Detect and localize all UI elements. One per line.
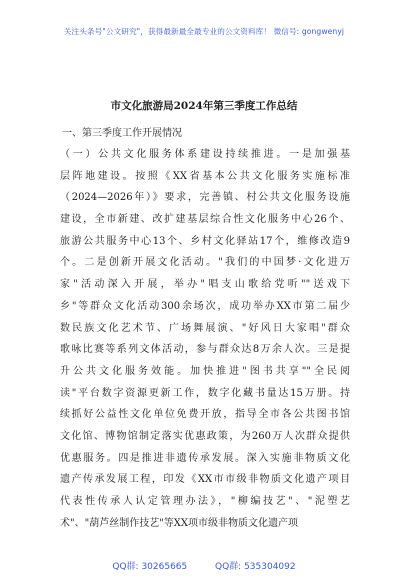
paragraph-line: 遗产传承发展工程，印发《XX市市级非物质文化遗产项目 xyxy=(60,474,350,486)
qq-group-label: QQ群: xyxy=(215,562,242,572)
footer-contact xyxy=(0,559,408,572)
body-paragraph xyxy=(60,144,350,534)
paragraph-line: （2024—2026年）》要求，完善镇、村公共文化服务设施 xyxy=(60,192,350,204)
paragraph-line: 乡"等群众文化活动300余场次，成功举办XX市第二届少 xyxy=(60,300,350,312)
paragraph-line: 歌咏比赛等系列文体活动，参与群众达8万余人次。三是提 xyxy=(60,344,350,356)
paragraph-line: 读"平台数字资源更新工作，数字化藏书量达15万册。持 xyxy=(60,387,350,399)
qq-group-number: 535304092 xyxy=(244,562,296,572)
paragraph-line: 旅游公共服务中心13个、乡村文化驿站17个，维修改造9 xyxy=(60,235,350,247)
paragraph-line: 家"活动深入开展，举办"唱支山歌给党听""送戏下 xyxy=(60,279,350,291)
paragraph-line: 层阵地建设。按照《XX省基本公共文化服务实施标准 xyxy=(60,170,350,182)
paragraph-line: 建设，全市新建、改扩建基层综合性文化服务中心26个、 xyxy=(60,214,350,226)
paragraph-line: （一）公共文化服务体系建设持续推进。一是加强基 xyxy=(60,149,350,160)
document-title: 市文化旅游局2024年第三季度工作总结 xyxy=(110,100,298,112)
paragraph-line: 升公共文化服务效能。加快推进"图书共享""全民阅 xyxy=(60,365,350,377)
top-promo-banner: 关注头条号"公文研究"，获得最新最全最专业的公文资料库！ 微信号: gongwenyj xyxy=(63,27,345,36)
paragraph-line: 个。二是创新开展文化活动。"我们的中国梦·文化进万 xyxy=(60,257,350,269)
qq-group-label: QQ群: xyxy=(112,562,139,572)
paragraph-line: 续抓好公益性文化单位免费开放，指导全市各公共图书馆 xyxy=(60,409,350,421)
section-heading: 一、第三季度工作开展情况 xyxy=(62,128,182,139)
paragraph-line: 代表性传承人认定管理办法》，"柳编技艺"、"泥塑艺 xyxy=(60,496,350,507)
qq-group-number: 30265665 xyxy=(141,562,188,572)
paragraph-line: 术"、"葫芦丝制作技艺"等XX项市级非物质文化遗产项 xyxy=(60,517,299,529)
paragraph-line: 优惠服务。四是推进非遗传承发展。深入实施非物质文化 xyxy=(60,452,350,464)
paragraph-line: 文化馆、博物馆制定落实优惠政策，为260万人次群众提供 xyxy=(60,430,350,442)
paragraph-line: 数民族文化艺术节、广场舞展演、"好风日大家唱"群众 xyxy=(60,322,350,334)
